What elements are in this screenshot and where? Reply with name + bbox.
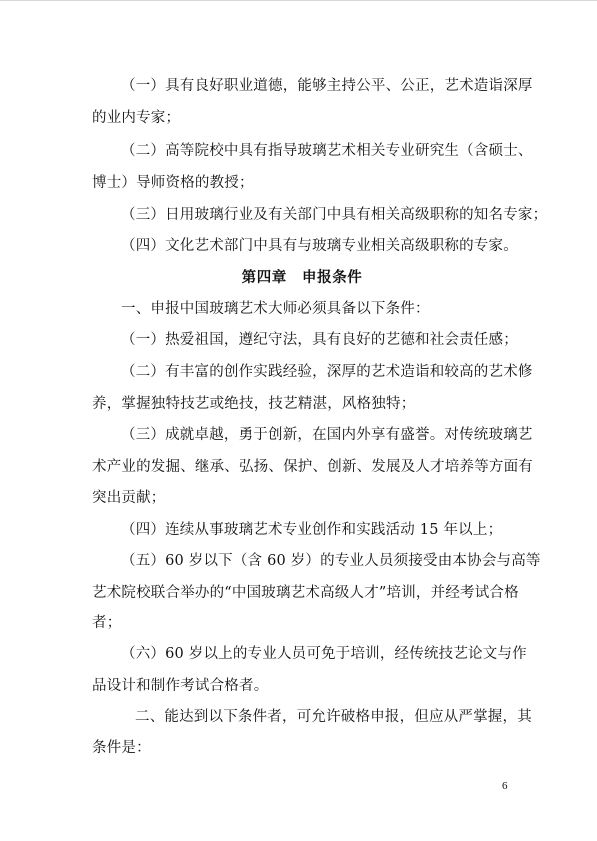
text-line: 的业内专家； — [92, 110, 181, 126]
text-line: 博士）导师资格的教授； — [92, 175, 254, 191]
text-line: （一）具有良好职业道德，能够主持公平、公正，艺术造诣深厚 — [121, 78, 533, 94]
text-line: 术产业的发掘、继承、弘扬、保护、创新、发展及人才培养等方面有 — [92, 459, 533, 475]
text-line: （四）连续从事玻璃艺术专业创作和实践活动 15 年以上； — [121, 522, 503, 538]
text-line: 养，掌握独特技艺或绝技，技艺精湛，风格独特； — [92, 396, 416, 412]
text-line: （二）高等院校中具有指导玻璃艺术相关专业研究生（含硕士、 — [121, 143, 533, 159]
text-line: 突出贡献； — [92, 490, 166, 506]
text-line: （二）有丰富的创作实践经验，深厚的艺术造诣和较高的艺术修 — [121, 364, 533, 380]
text-line: 者； — [92, 615, 122, 631]
text-line: （五）60 岁以下（含 60 岁）的专业人员须接受由本协会与高等 — [121, 553, 541, 569]
text-line: （四）文化艺术部门中具有与玻璃专业相关高级职称的专家。 — [121, 238, 518, 254]
text-line: 二、能达到以下条件者，可允许破格申报，但应从严掌握，其 — [135, 709, 532, 725]
text-line: 艺术院校联合举办的“中国玻璃艺术高级人才”培训，并经考试合格 — [92, 585, 519, 601]
text-line: 条件是： — [92, 740, 151, 756]
page-top-border — [0, 0, 597, 1]
text-line: 一、申报中国玻璃艺术大师必须具备以下条件： — [121, 301, 430, 317]
text-line: （一）热爱祖国，遵纪守法，具有良好的艺德和社会责任感； — [121, 332, 518, 348]
text-line: （三）日用玻璃行业及有关部门中具有相关高级职称的知名专家； — [121, 207, 548, 223]
chapter-heading: 第四章 申报条件 — [241, 269, 363, 286]
page-number: 6 — [502, 780, 508, 792]
text-line: （三）成就卓越，勇于创新，在国内外享有盛誉。对传统玻璃艺 — [121, 427, 533, 443]
text-line: （六）60 岁以上的专业人员可免于培训，经传统技艺论文与作 — [121, 646, 527, 662]
text-line: 品设计和制作考试合格者。 — [92, 678, 269, 694]
